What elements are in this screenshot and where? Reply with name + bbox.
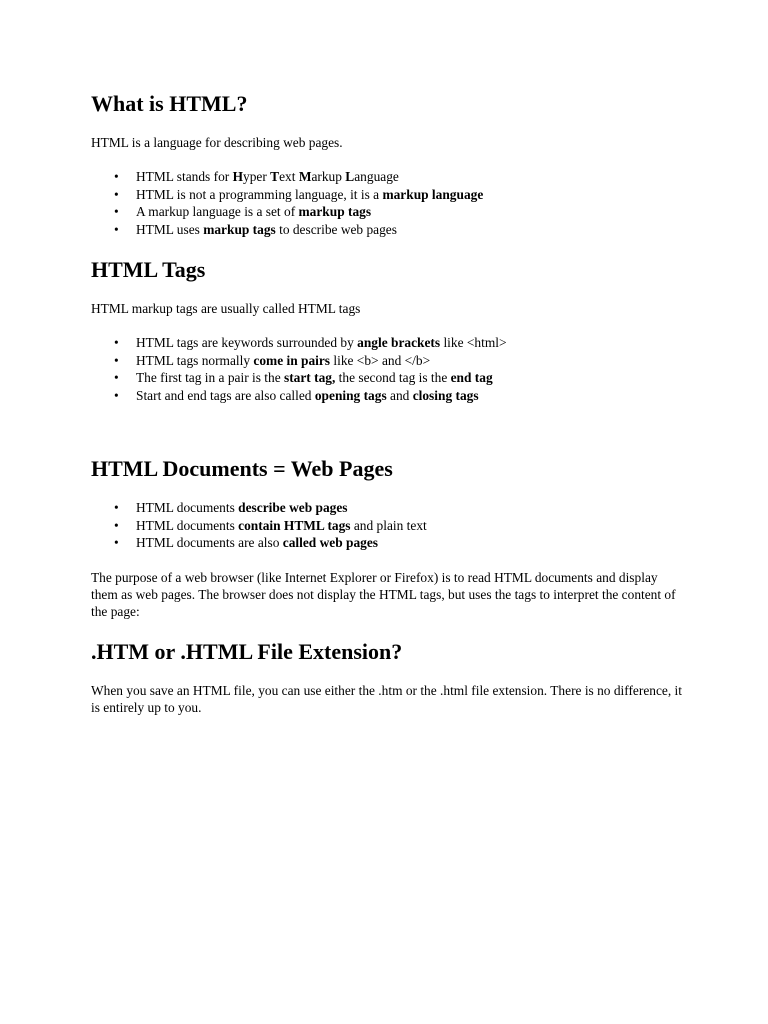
bold-text: called web pages (282, 535, 378, 550)
text-run: HTML documents are also (136, 535, 283, 550)
text-run: HTML documents (136, 500, 239, 515)
list-item (91, 352, 507, 370)
text-run: like <html> (440, 335, 507, 350)
text-run: HTML is not a programming language, it is a (136, 186, 383, 202)
bullet-list-what-is-html (91, 168, 483, 238)
list-item (91, 168, 483, 186)
bullet-list-html-tags (91, 334, 507, 404)
text-run: HTML tags normally (136, 352, 254, 368)
text-run: A markup language is a set of (136, 204, 299, 219)
bold-text: markup language (382, 186, 484, 202)
text-run: like <b> and </b> (330, 352, 431, 368)
list-item (91, 534, 427, 552)
text-run: yper (243, 169, 271, 184)
list-item (91, 387, 507, 405)
text-run: arkup (311, 169, 346, 184)
section-intro-html-tags: HTML markup tags are usually called HTML tags (91, 301, 361, 316)
text-run: the second tag is the (335, 370, 451, 385)
section-heading-html-documents: HTML Documents = Web Pages (91, 456, 393, 481)
list-item (91, 186, 483, 204)
list-item (91, 517, 427, 535)
section-intro-what-is-html: HTML is a language for describing web pages. (91, 135, 343, 150)
bold-text: markup tags (203, 221, 276, 237)
text-run: HTML stands for (136, 169, 233, 184)
list-item (91, 499, 427, 517)
text-run: anguage (354, 169, 399, 184)
text-run: to describe web pages (275, 221, 397, 237)
text-run: HTML tags are keywords surrounded by (136, 335, 358, 350)
section-paragraph-file-extension: When you save an HTML file, you can use either the .htm or the .html file extension. There is no difference, it is entirely up to you. (91, 683, 682, 715)
text-run: HTML documents (136, 517, 239, 533)
section-heading-what-is-html: What is HTML? (91, 91, 248, 116)
text-run: and plain text (350, 517, 427, 533)
bold-text: M (298, 169, 312, 184)
bold-text: T (270, 169, 280, 184)
bold-text: start tag, (284, 370, 336, 385)
text-run: The first tag in a pair is the (136, 370, 284, 385)
bold-text: markup tags (298, 204, 372, 219)
bold-text: describe web pages (238, 500, 348, 515)
bullet-list-html-documents (91, 499, 427, 552)
section-paragraph-html-documents: The purpose of a web browser (like Internet Explorer or Firefox) is to read HTML documents and display them as web pages. The browser does not display the HTML tags, but uses the tags to interpret the content of the page: (91, 570, 676, 619)
text-run: HTML uses (136, 221, 204, 237)
bold-text: L (345, 169, 355, 184)
bold-text: closing tags (412, 387, 479, 403)
bold-text: angle brackets (357, 335, 441, 350)
section-heading-html-tags: HTML Tags (91, 257, 206, 282)
bold-text: opening tags (314, 387, 387, 403)
text-run: and (386, 387, 413, 403)
bold-text: end tag (450, 370, 493, 385)
bold-text: H (232, 169, 243, 184)
text-run: ext (279, 169, 299, 184)
section-heading-file-extension: .HTM or .HTML File Extension? (91, 639, 403, 664)
list-item (91, 334, 507, 352)
list-item (91, 369, 507, 387)
list-item (91, 203, 483, 221)
text-run: Start and end tags are also called (136, 387, 315, 403)
bold-text: come in pairs (253, 352, 331, 368)
bold-text: contain HTML tags (238, 517, 351, 533)
list-item (91, 221, 483, 239)
